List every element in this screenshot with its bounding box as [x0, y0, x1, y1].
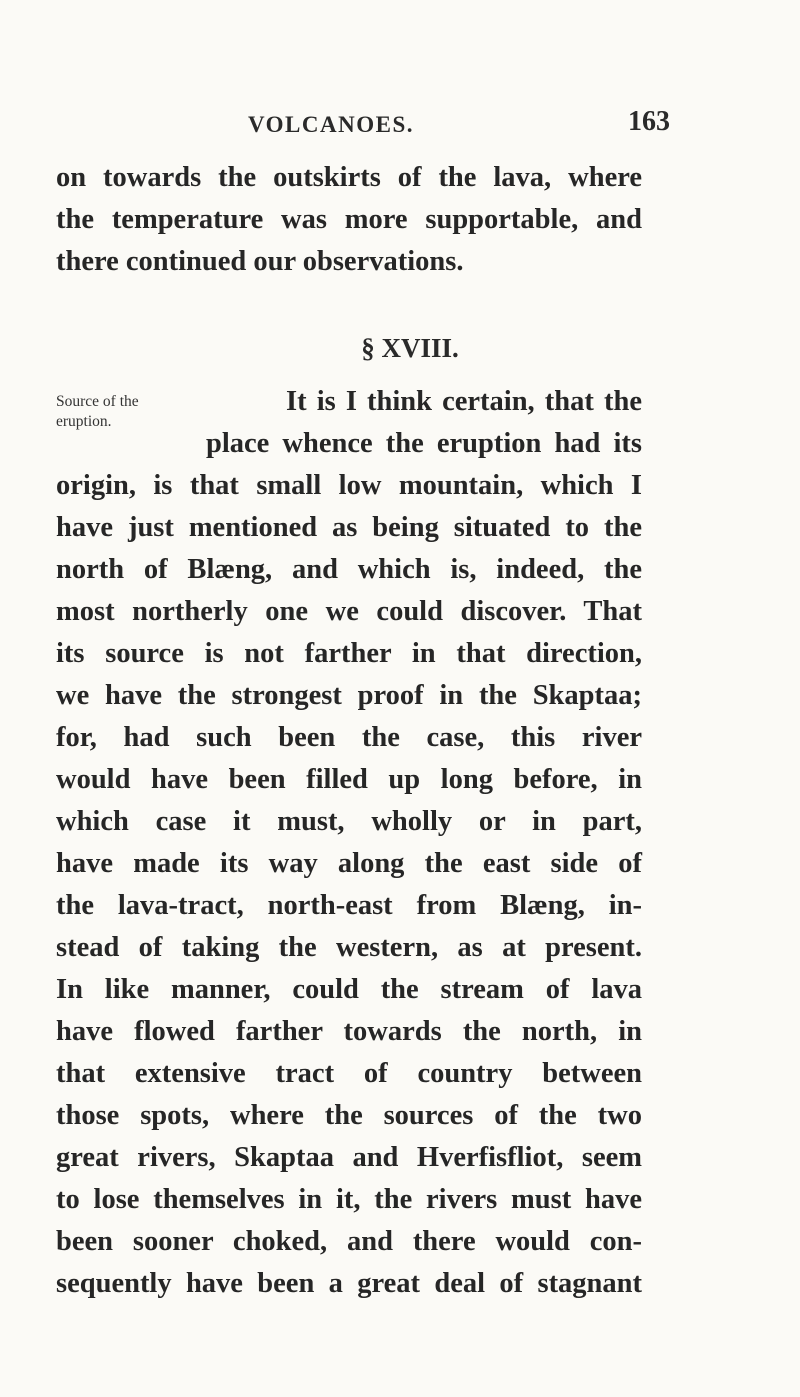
- text-line: north of Blæng, and which is, indeed, the: [56, 554, 642, 585]
- text-line: In like manner, could the stream of lava: [56, 974, 642, 1005]
- text-line: for, had such been the case, this river: [56, 722, 642, 753]
- page-number: 163: [628, 106, 670, 137]
- margin-note-line: Source of the: [56, 393, 139, 410]
- running-head: [0, 104, 800, 144]
- text-line: that extensive tract of country between: [56, 1058, 642, 1089]
- text-line: the temperature was more supportable, and: [56, 204, 642, 235]
- text-line: have flowed farther towards the north, in: [56, 1016, 642, 1047]
- running-title: VOLCANOES.: [248, 112, 414, 137]
- text-line: would have been filled up long before, in: [56, 764, 642, 795]
- margin-note-line: eruption.: [56, 413, 112, 430]
- text-line: have made its way along the east side of: [56, 848, 642, 879]
- text-line: which case it must, wholly or in part,: [56, 806, 642, 837]
- section-heading: § XVIII.: [361, 333, 459, 363]
- indented-text-line: It is I think certain, that the: [286, 386, 642, 417]
- text-line: great rivers, Skaptaa and Hverfisfliot, seem: [56, 1142, 642, 1173]
- text-line: stead of taking the western, as at present.: [56, 932, 642, 963]
- indented-text-line: place whence the eruption had its: [206, 428, 642, 459]
- text-line: its source is not farther in that direction,: [56, 638, 642, 669]
- text-line: those spots, where the sources of the two: [56, 1100, 642, 1131]
- text-line: to lose themselves in it, the rivers must have: [56, 1184, 642, 1215]
- text-line: we have the strongest proof in the Skaptaa;: [56, 680, 642, 711]
- text-line: origin, is that small low mountain, which I: [56, 470, 642, 501]
- text-line: most northerly one we could discover. That: [56, 596, 642, 627]
- text-line: been sooner choked, and there would con-: [56, 1226, 642, 1257]
- text-line: on towards the outskirts of the lava, where: [56, 162, 642, 193]
- text-line: have just mentioned as being situated to the: [56, 512, 642, 543]
- text-line: the lava-tract, north-east from Blæng, in-: [56, 890, 642, 921]
- text-line: there continued our observations.: [56, 246, 464, 277]
- text-line: sequently have been a great deal of stagnant: [56, 1268, 642, 1299]
